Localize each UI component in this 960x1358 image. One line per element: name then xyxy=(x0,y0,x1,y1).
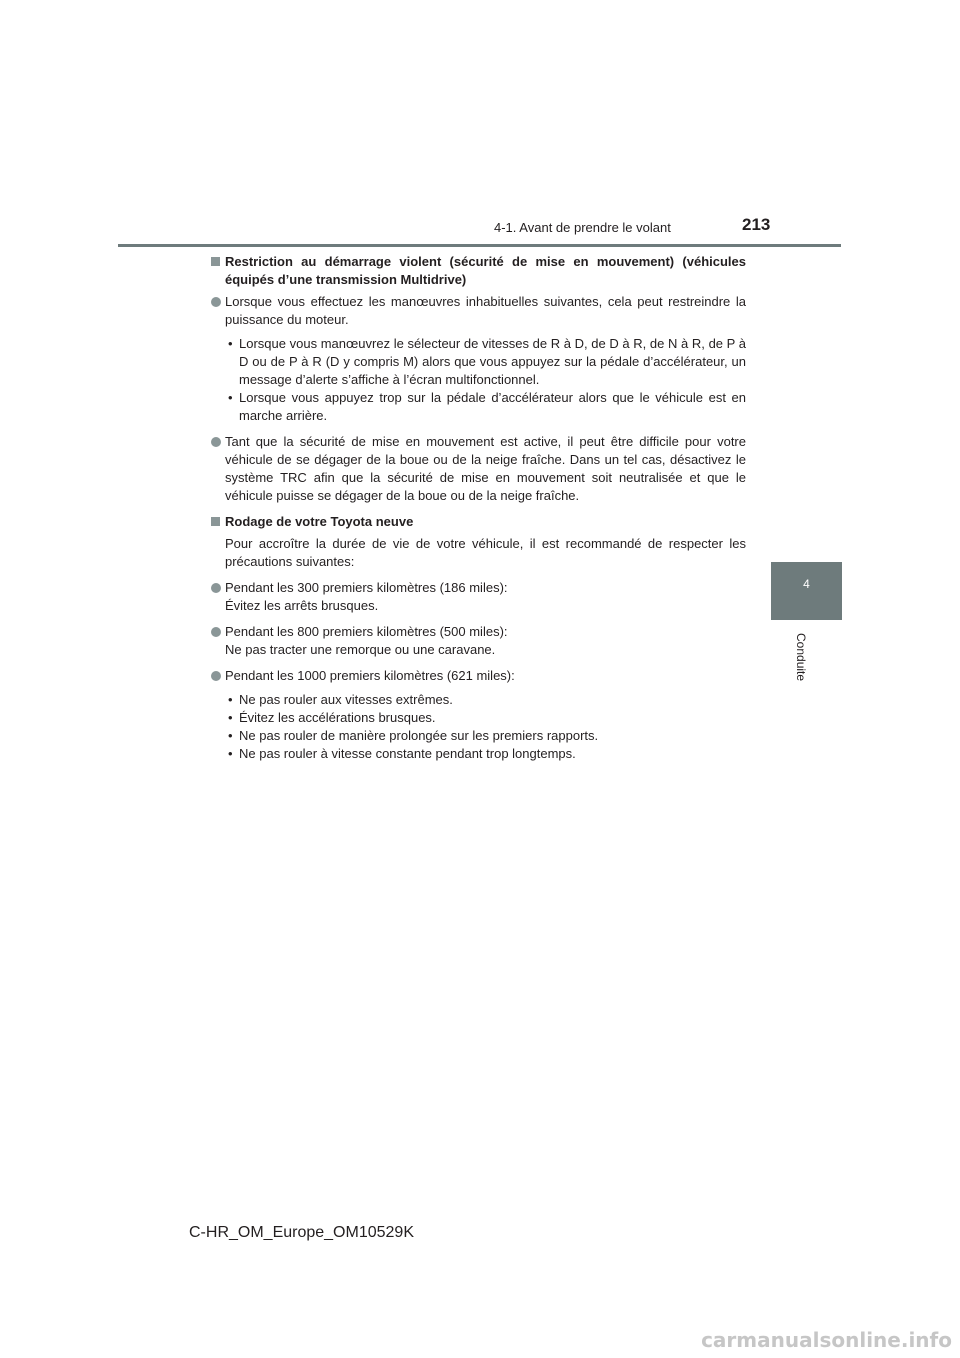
header-rule xyxy=(118,244,841,247)
page-number: 213 xyxy=(742,215,771,234)
sub-bullet-icon: • xyxy=(228,390,233,405)
sub-bullet-icon: • xyxy=(228,336,233,351)
list-item xyxy=(210,433,746,505)
bullet-text: Tant que la sécurité de mise en mouvement est active, il peut être difficile pour votre véhicule de se dégager de la boue ou de la neige fraîche. Dans un tel cas, désactivez le système TRC afin que la sécurité de mise en mouvement soit neutralisée et que le véhicule puisse se dégager de la boue ou de la neige fraîche. xyxy=(225,434,746,503)
bullet-line: Pendant les 300 premiers kilomètres (186 miles): xyxy=(225,580,508,595)
watermark: carmanualsonline.info xyxy=(701,1328,952,1352)
sub-bullet-icon: • xyxy=(228,710,233,725)
sub-list-item xyxy=(225,709,746,727)
page-content xyxy=(210,253,746,771)
sub-list-item xyxy=(225,745,746,763)
sub-list-item xyxy=(225,691,746,709)
section-title xyxy=(210,253,746,289)
circle-bullet-icon xyxy=(210,433,225,505)
list-item xyxy=(210,623,746,659)
section-rodage xyxy=(210,513,746,763)
list-item xyxy=(210,579,746,615)
bullet-line: Pendant les 800 premiers kilomètres (500 miles): xyxy=(225,624,508,639)
side-tab xyxy=(771,562,842,620)
circle-bullet-icon xyxy=(210,579,225,615)
sub-bullet-icon: • xyxy=(228,746,233,761)
sub-list-item xyxy=(225,389,746,425)
square-bullet-icon xyxy=(210,253,225,289)
sub-bullet-text: Évitez les accélérations brusques. xyxy=(239,710,436,725)
bullet-text: Lorsque vous effectuez les manœuvres inhabituelles suivantes, cela peut restreindre la puissance du moteur. xyxy=(225,294,746,327)
header-section: 4-1. Avant de prendre le volant xyxy=(494,220,671,235)
list-item xyxy=(210,293,746,425)
section-restriction xyxy=(210,253,746,505)
circle-bullet-icon xyxy=(210,293,225,425)
square-bullet-icon xyxy=(210,513,225,531)
sub-bullet-text: Ne pas rouler à vitesse constante pendant trop longtemps. xyxy=(239,746,576,761)
circle-bullet-icon xyxy=(210,623,225,659)
sub-list-item xyxy=(225,335,746,389)
circle-bullet-icon xyxy=(210,667,225,763)
sub-bullet-text: Lorsque vous appuyez trop sur la pédale d’accélérateur alors que le véhicule est en marche arrière. xyxy=(239,390,746,423)
sub-list-item xyxy=(225,727,746,745)
sub-bullet-icon: • xyxy=(228,728,233,743)
footer-code: C-HR_OM_Europe_OM10529K xyxy=(189,1224,414,1241)
section-intro: Pour accroître la durée de vie de votre véhicule, il est recommandé de respecter les précautions suivantes: xyxy=(225,536,746,569)
sub-bullet-text: Ne pas rouler de manière prolongée sur les premiers rapports. xyxy=(239,728,599,743)
sub-bullet-text: Lorsque vous manœuvrez le sélecteur de vitesses de R à D, de D à R, de N à R, de P à D ou de P à R (D y compris M) alors que vous appuyez sur la pédale d’accélérateur, un message d’alerte s’affiche à l’écran multifonctionnel. xyxy=(239,336,746,387)
bullet-text: Pendant les 1000 premiers kilomètres (621 miles): xyxy=(225,668,515,683)
section-title-text: Restriction au démarrage violent (sécurité de mise en mouvement) (véhicules équipés d’une transmission Multidrive) xyxy=(225,254,746,287)
sub-bullet-text: Ne pas rouler aux vitesses extrêmes. xyxy=(239,692,453,707)
section-title xyxy=(210,513,746,531)
list-item xyxy=(210,667,746,763)
side-tab-number: 4 xyxy=(803,577,810,591)
sub-bullet-icon: • xyxy=(228,692,233,707)
bullet-line: Ne pas tracter une remorque ou une caravane. xyxy=(225,642,496,657)
bullet-line: Évitez les arrêts brusques. xyxy=(225,598,379,613)
side-tab-label: Conduite xyxy=(794,633,808,682)
section-title-text: Rodage de votre Toyota neuve xyxy=(225,514,414,529)
